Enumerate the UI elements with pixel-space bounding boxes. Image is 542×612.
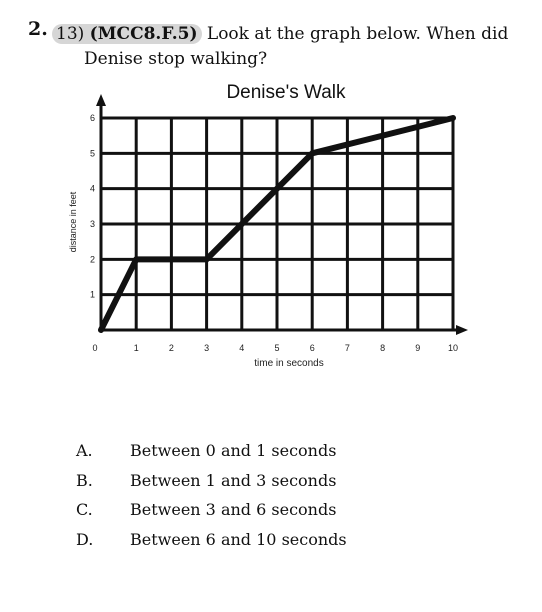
x-axis-label: time in seconds <box>254 358 324 369</box>
choice-text: Between 6 and 10 seconds <box>130 529 347 549</box>
choice-letter: B. <box>76 470 93 490</box>
x-tick-label: 1 <box>133 343 139 353</box>
question-line-2: Denise stop walking? <box>84 49 268 69</box>
x-axis-arrow <box>456 325 468 335</box>
x-tick-label: 6 <box>309 343 315 353</box>
y-axis-label: distance in feet <box>68 191 78 253</box>
x-tick-label: 3 <box>204 343 210 353</box>
x-tick-label: 7 <box>344 343 350 353</box>
x-tick-label: 0 <box>92 343 98 353</box>
x-tick-label: 2 <box>168 343 174 353</box>
chart-grid <box>101 118 453 330</box>
y-tick-label: 6 <box>89 113 95 123</box>
choice-letter: D. <box>76 529 94 549</box>
x-tick-label: 8 <box>380 343 386 353</box>
question-line-1: Look at the graph below. When did <box>201 24 509 44</box>
choice-c[interactable] <box>76 495 347 525</box>
x-tick-label: 9 <box>415 343 421 353</box>
y-tick-label: 3 <box>89 219 95 229</box>
choice-a[interactable] <box>76 436 347 466</box>
choice-letter: A. <box>76 441 93 461</box>
chart-title: Denise's Walk <box>226 82 346 103</box>
choice-letter: C. <box>76 500 93 520</box>
question-number: 2. <box>28 18 48 40</box>
answer-choices <box>76 436 347 554</box>
x-tick-labels <box>92 343 458 353</box>
y-tick-label: 4 <box>89 183 95 194</box>
choice-text: Between 3 and 6 seconds <box>130 500 337 520</box>
y-tick-label: 1 <box>89 289 95 300</box>
choice-text: Between 1 and 3 seconds <box>130 470 337 490</box>
y-tick-labels <box>90 113 95 300</box>
x-tick-label: 4 <box>239 343 245 353</box>
choice-text: Between 0 and 1 seconds <box>130 441 337 461</box>
choice-d[interactable] <box>76 525 347 555</box>
y-tick-label: 2 <box>89 254 95 265</box>
x-tick-label: 5 <box>274 343 280 353</box>
y-tick-label: 5 <box>89 148 95 159</box>
x-tick-label: 10 <box>447 343 459 353</box>
item-number: 13) <box>56 24 90 44</box>
standard-code: (MCC8.F.5) <box>89 24 198 44</box>
y-axis-arrow <box>96 94 106 106</box>
choice-b[interactable] <box>76 466 347 496</box>
